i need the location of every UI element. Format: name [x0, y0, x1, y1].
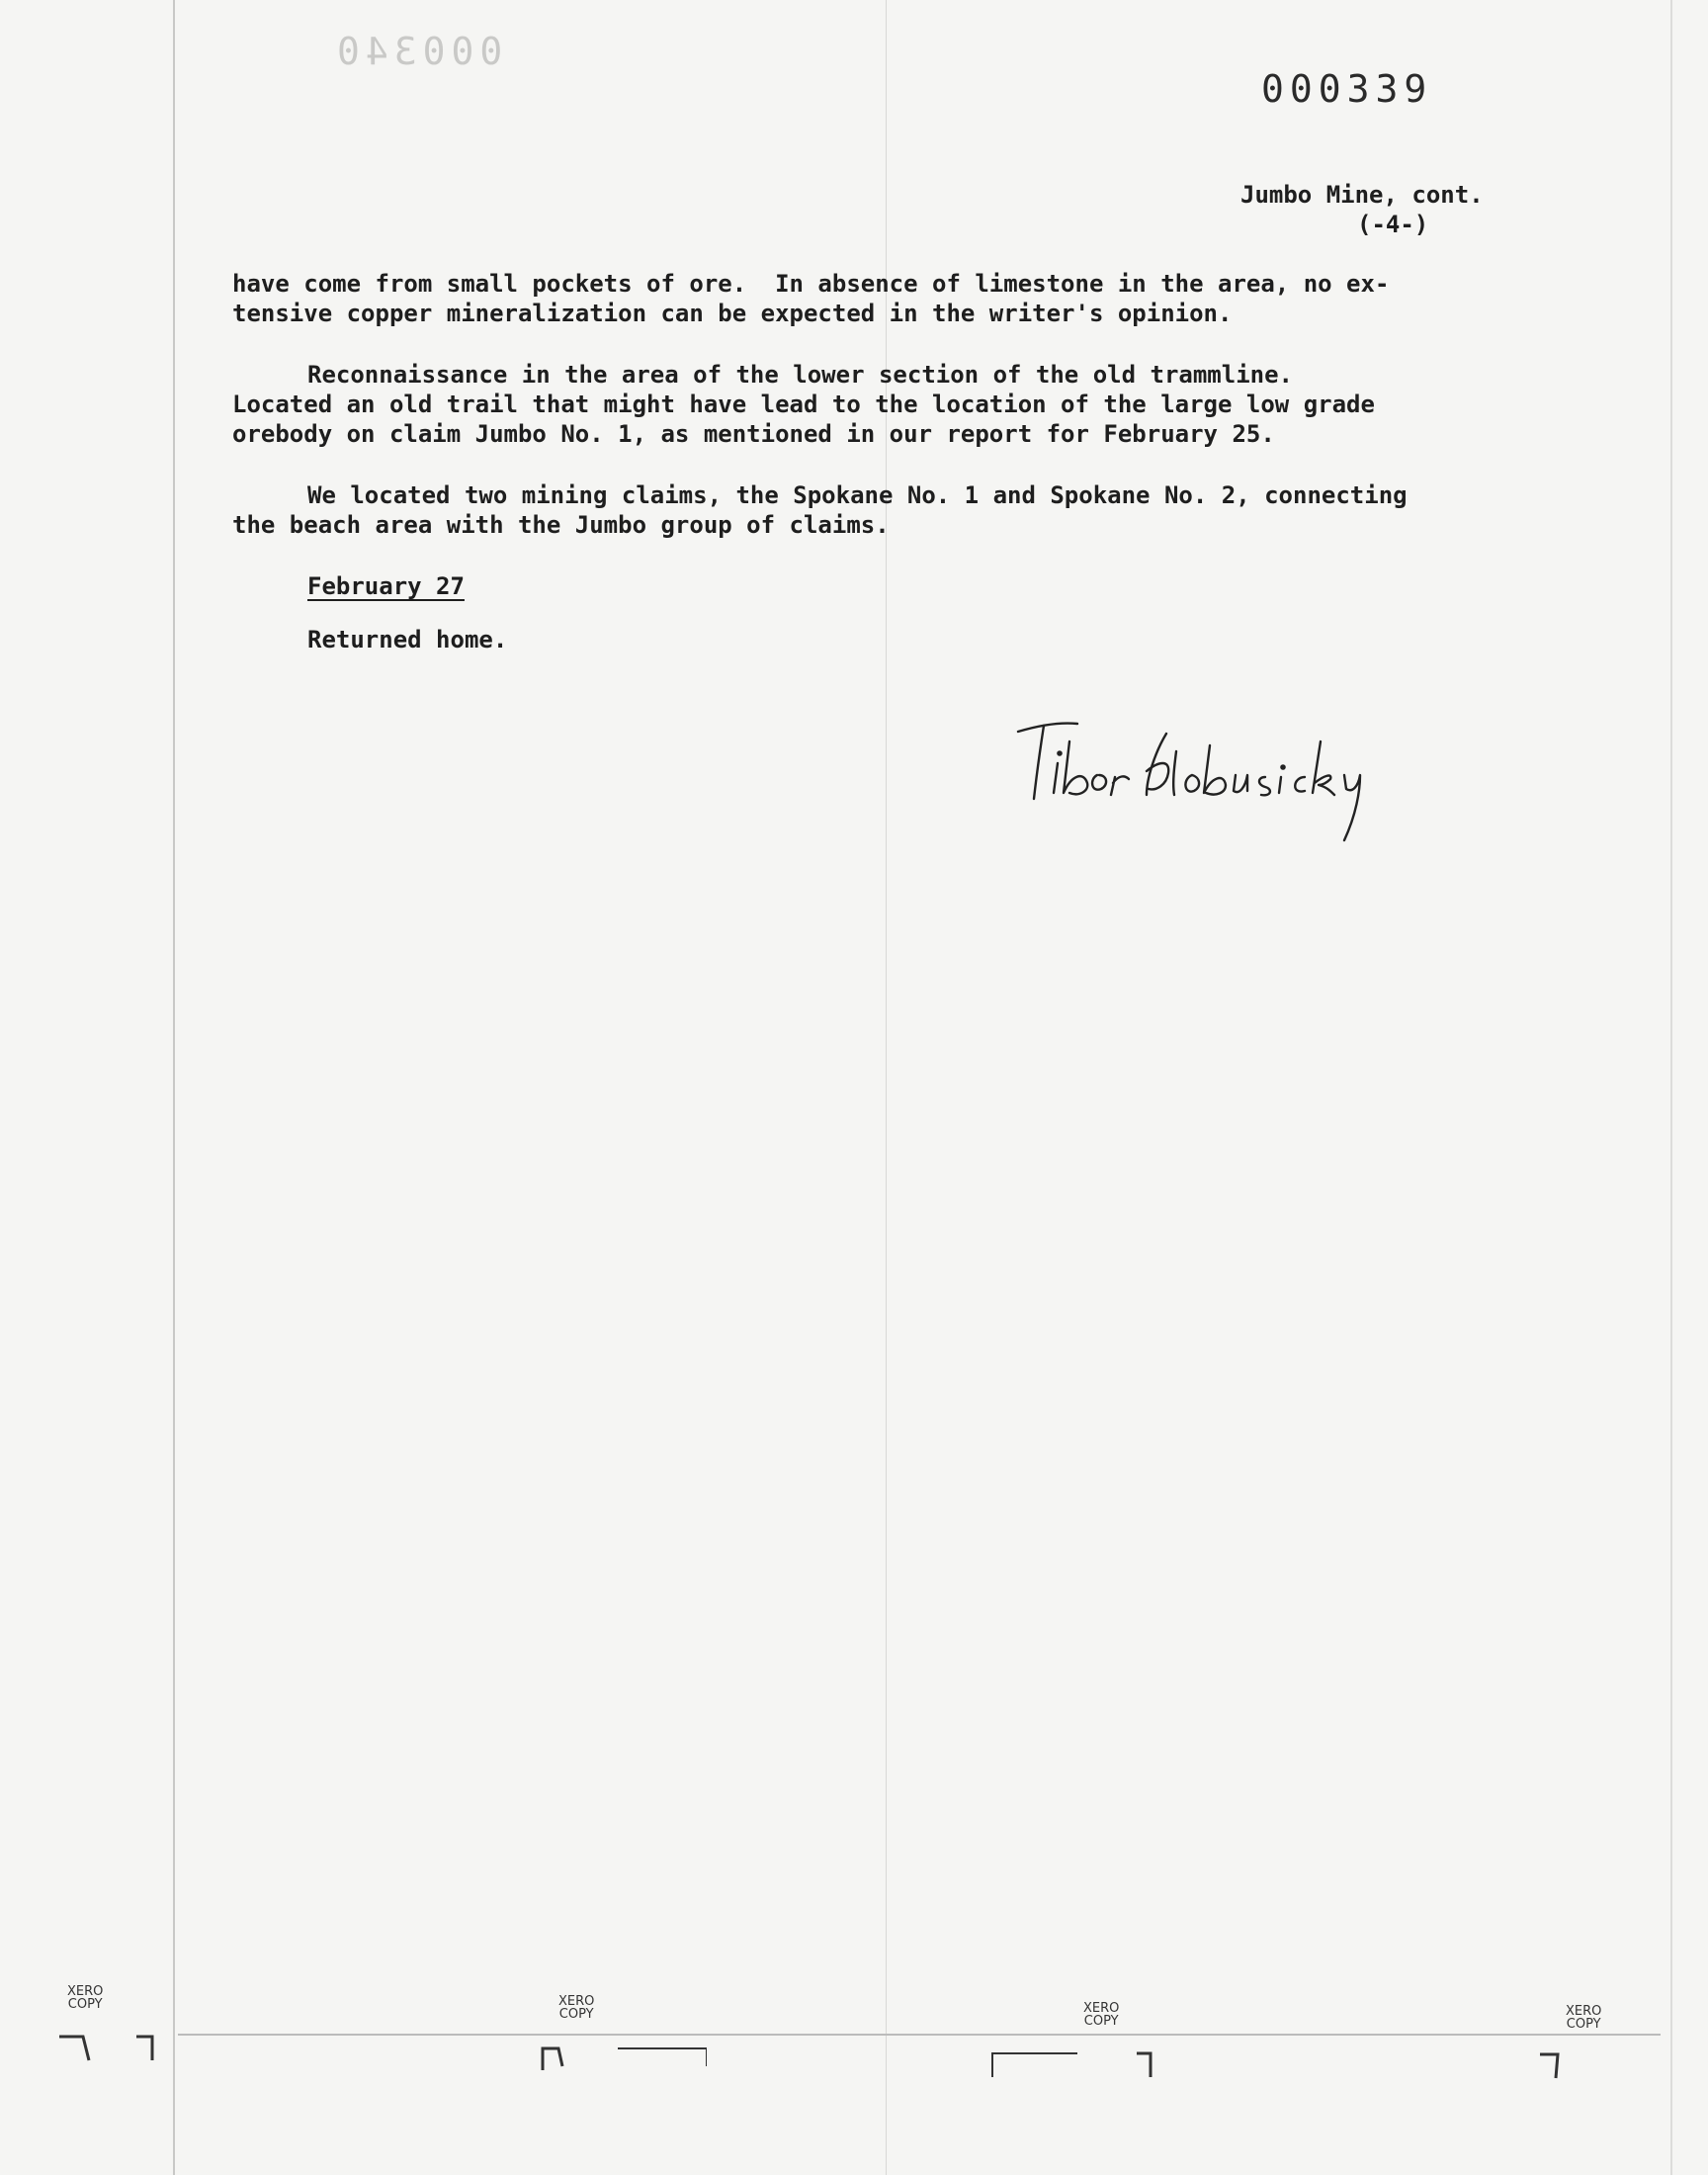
document-number: 000339 — [1261, 67, 1433, 111]
stamp-2-corner-marks — [539, 2037, 707, 2076]
xero-copy-stamp-4 — [1534, 2005, 1643, 2084]
copier-edge-strip — [178, 2034, 1661, 2036]
left-margin-rule — [173, 0, 175, 2175]
page-header — [1240, 180, 1484, 239]
stamp-1-corner-marks — [51, 2025, 160, 2064]
paragraph-1: have come from small pockets of ore. In absence of limestone in the area, no ex- tensive copper mineralization can be expected in the writer's opinion. — [232, 270, 1390, 327]
paragraph-2 — [232, 360, 1517, 449]
ghost-document-number: 000340 — [331, 30, 503, 73]
stamp-2-line2: COPY — [558, 2007, 594, 2022]
right-margin-rule — [1670, 0, 1672, 2175]
paragraph-3 — [232, 480, 1517, 540]
page-number: (-4-) — [1357, 211, 1429, 238]
stamp-4-corner-marks — [1534, 2044, 1643, 2084]
stamp-2-line1: XERO — [558, 1994, 595, 2009]
stamp-1-line2: COPY — [67, 1997, 103, 2012]
xero-copy-stamp-1 — [51, 1985, 160, 2064]
stamp-1-line1: XERO — [67, 1984, 104, 1999]
header-title: Jumbo Mine, cont. — [1240, 181, 1484, 209]
xero-copy-stamp-3 — [988, 2001, 1120, 2081]
date-heading: February 27 — [307, 572, 465, 600]
closing-line: Returned home. — [307, 626, 508, 653]
stamp-3-line1: XERO — [1083, 2001, 1120, 2016]
paragraph-3-text: We located two mining claims, the Spokane No. 1 and Spokane No. 2, connecting the beach area with the Jumbo group of claims. — [232, 481, 1408, 539]
stamp-4-line1: XERO — [1566, 2004, 1602, 2019]
stamp-4-line2: COPY — [1566, 2017, 1601, 2032]
xero-copy-stamp-2 — [539, 1995, 647, 2074]
stamp-3-line2: COPY — [1083, 2014, 1119, 2029]
paragraph-2-text: Reconnaissance in the area of the lower section of the old trammline. Located an old trail that might have lead to the location of the large low grade orebody on claim Jumbo No. 1, as mentioned in our report for February 25. — [232, 361, 1375, 448]
signature — [998, 692, 1413, 850]
stamp-3-corner-marks — [988, 2044, 1156, 2083]
body-text — [232, 269, 1517, 654]
